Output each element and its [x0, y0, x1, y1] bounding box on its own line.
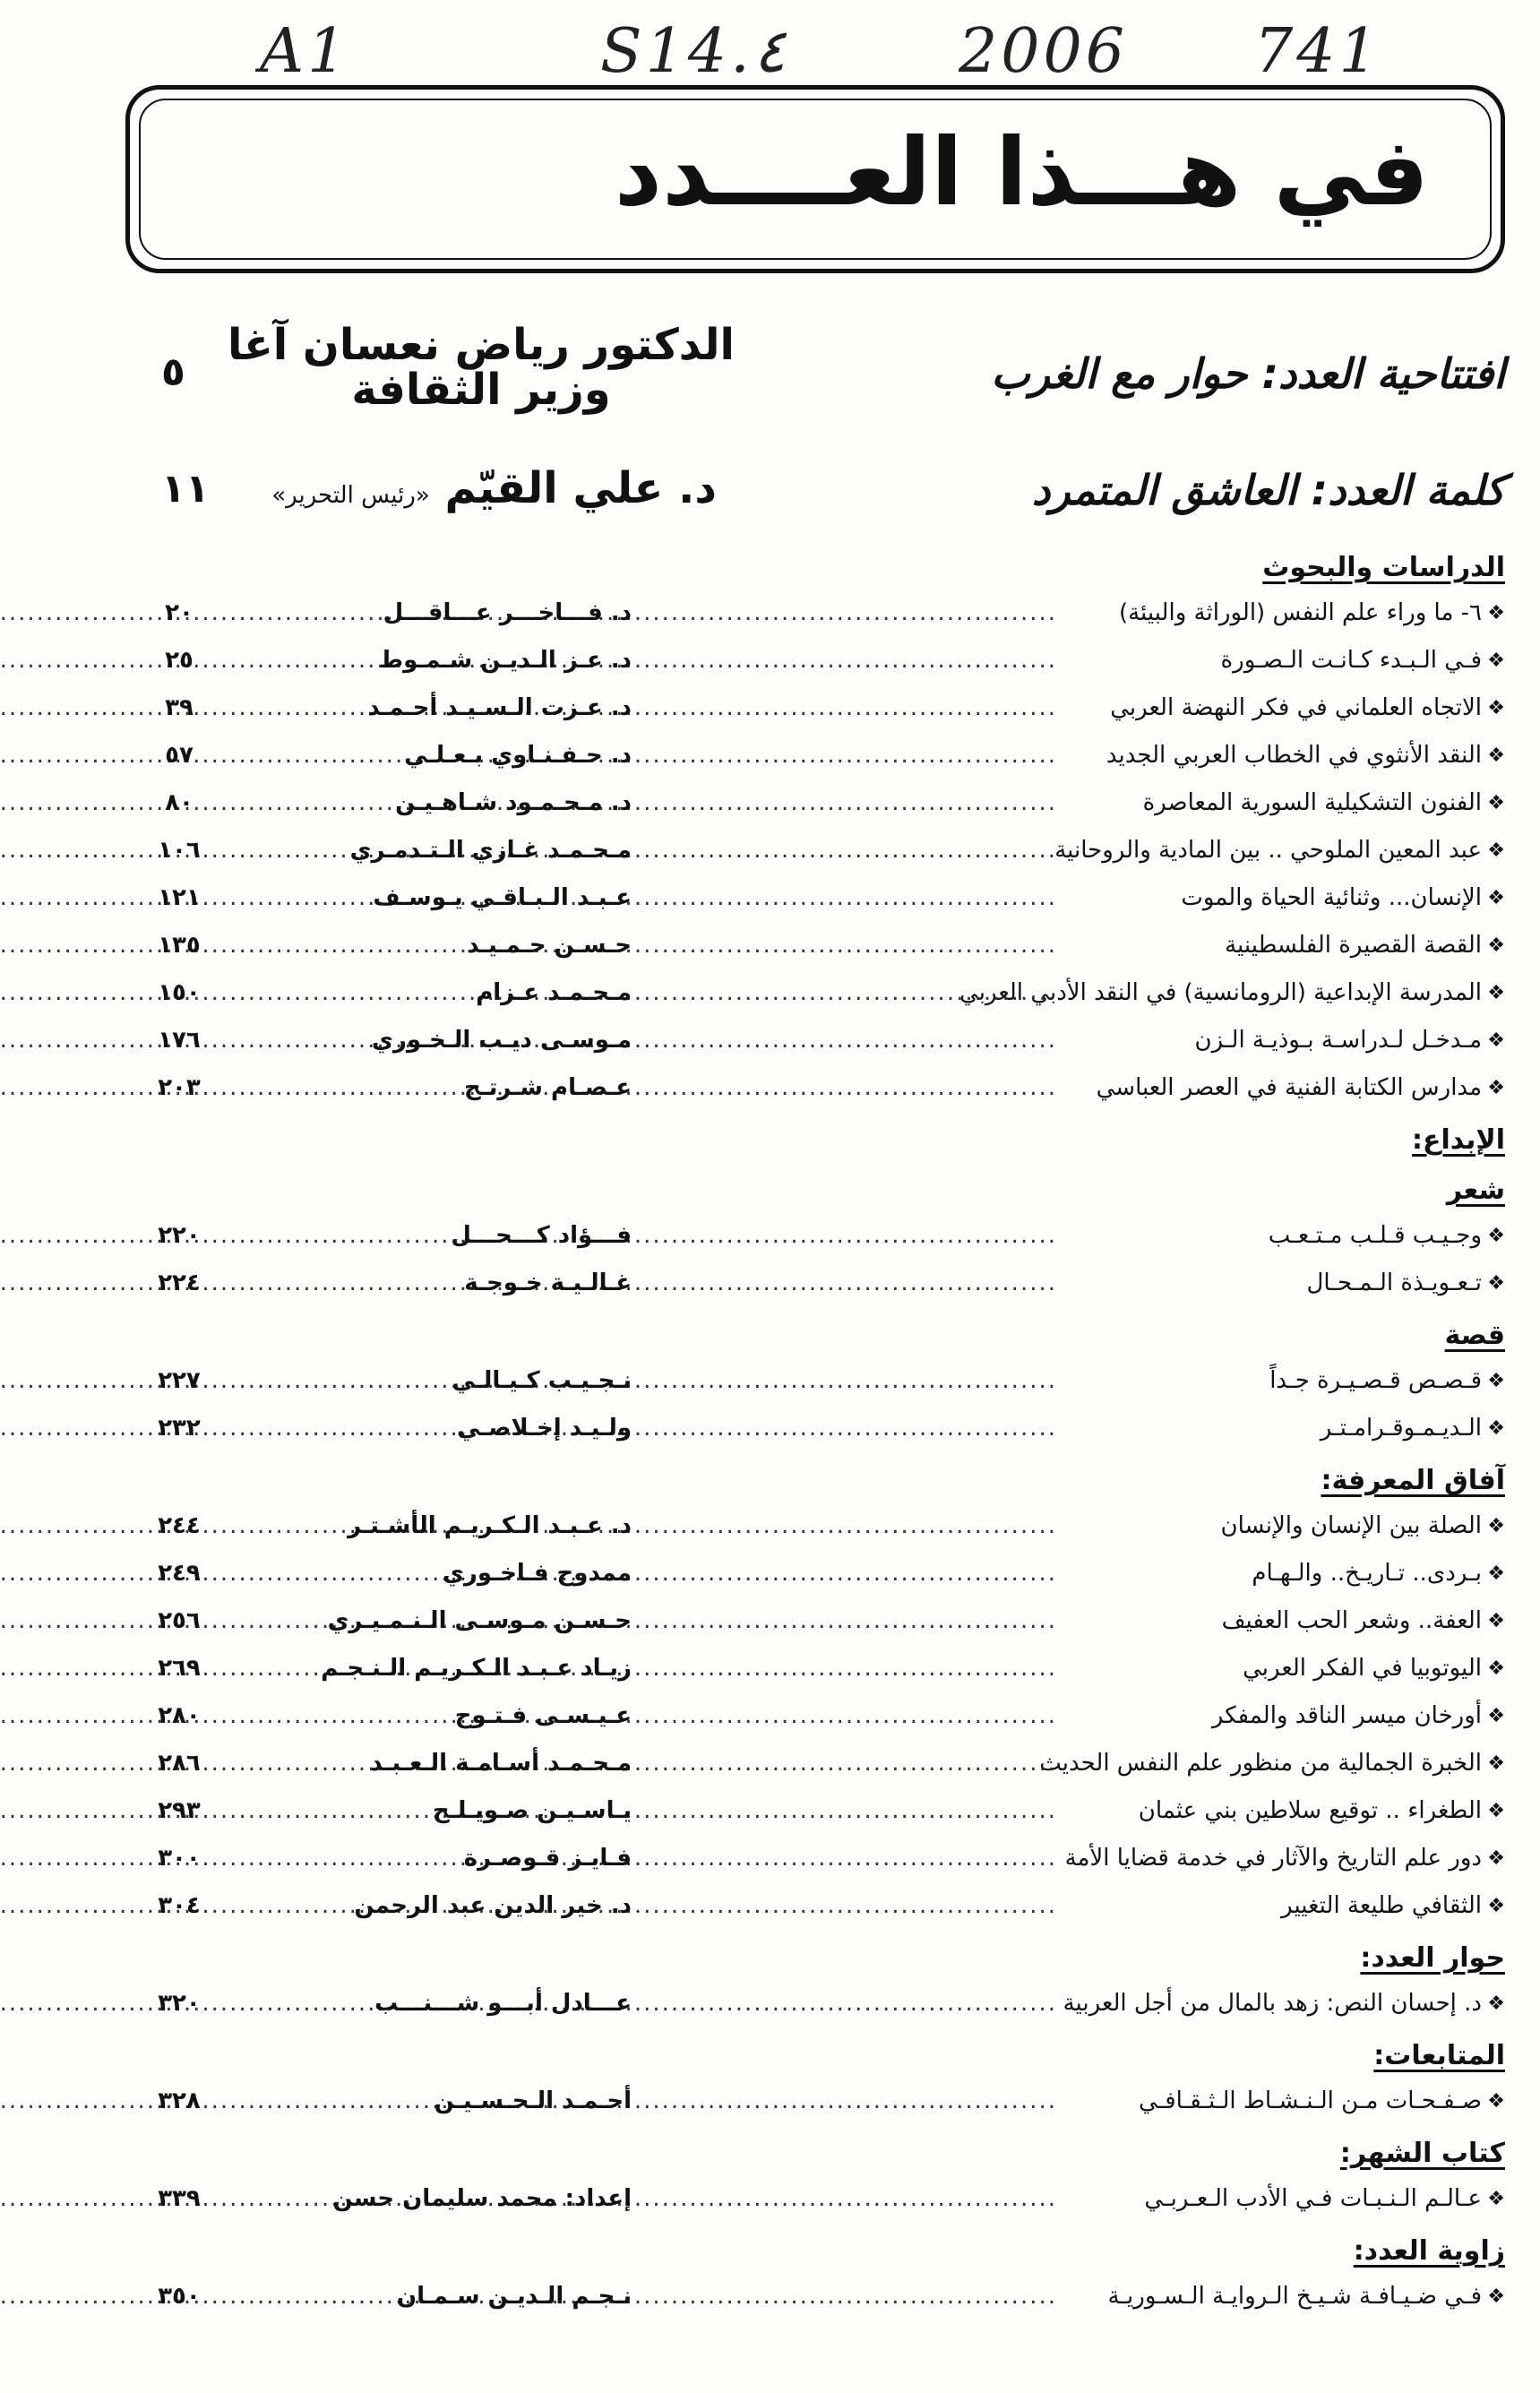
bullet-icon: ❖ — [1487, 1370, 1505, 1392]
toc-page-number: ٢٥٦ — [158, 1607, 201, 1634]
bullet-icon: ❖ — [1487, 1752, 1505, 1775]
handwritten-annotation — [224, 16, 1424, 88]
toc-page-number: ٨٠ — [165, 789, 194, 816]
toc-author: فـــؤاد كـــحـــل — [451, 1222, 632, 1249]
toc-author: ممدوح فـاخـوري — [443, 1560, 632, 1587]
toc-row — [125, 922, 1505, 969]
lead-entry-editorial — [125, 320, 1505, 421]
toc-row — [125, 1502, 1505, 1550]
toc-page-number: ٢٩٣ — [158, 1797, 201, 1824]
toc-author: مـوسـى ديـب الـخـوري — [372, 1027, 632, 1054]
lead-page-number: ٥ — [161, 349, 185, 395]
lead-title: افتتاحية العدد: حوار مع الغرب — [991, 349, 1505, 398]
toc-row — [125, 1835, 1505, 1882]
toc-row — [125, 2273, 1505, 2320]
toc-title: دور علم التاريخ والآثار في خدمة قضايا الأمة — [1064, 1845, 1482, 1872]
lead-page-number: ١١ — [161, 466, 210, 512]
bullet-icon: ❖ — [1487, 1657, 1505, 1680]
lead-title: كلمة العدد: العاشق المتمرد — [1031, 466, 1505, 514]
toc-page-number: ٢٥ — [165, 647, 194, 674]
bullet-icon: ❖ — [1487, 745, 1505, 767]
toc-title: مدارس الكتابة الفنية في العصر العباسي — [1096, 1074, 1482, 1101]
toc-title: قـصـص قـصـيـرة جـداً — [1269, 1367, 1482, 1394]
handwritten-year: 2006 — [959, 16, 1129, 87]
bullet-icon: ❖ — [1487, 887, 1505, 909]
bullet-icon: ❖ — [1487, 1610, 1505, 1632]
bullet-icon: ❖ — [1487, 2090, 1505, 2113]
toc-author: د. خير الدين عبد الرحمن — [354, 1892, 632, 1919]
toc-page-number: ٢٦٩ — [158, 1655, 201, 1682]
leader-dots — [636, 2273, 1057, 2320]
toc-author: ولـيـد إخـلاصـي — [457, 1415, 632, 1442]
toc-author: أحـمـد الـحـسـيـن — [434, 2087, 632, 2114]
leader-dots — [636, 2078, 1057, 2125]
leader-dots — [636, 1597, 1057, 1645]
toc-row — [125, 874, 1505, 922]
bullet-icon: ❖ — [1487, 697, 1505, 719]
toc-author: د. عـزت الـسـيـد أحـمـد — [367, 694, 632, 721]
toc-row — [125, 1357, 1505, 1405]
toc-author: د. فـــاخـــر عـــاقـــل — [383, 599, 632, 626]
leader-dots — [636, 1740, 1057, 1787]
toc-title: مـدخـل لـدراسـة بـوذيـة الـزن — [1194, 1027, 1482, 1054]
toc-author: د. مـحـمـود شـاهـيـن — [395, 789, 632, 816]
leader-dots — [636, 1357, 1057, 1405]
toc-row — [125, 779, 1505, 827]
toc-row — [125, 827, 1505, 874]
toc-row — [125, 1882, 1505, 1930]
leader-dots — [636, 827, 1057, 874]
toc-page-number: ٣٥٠ — [158, 2283, 201, 2310]
bullet-icon: ❖ — [1487, 1029, 1505, 1052]
toc-author: فـايـز قـوصـرة — [463, 1845, 632, 1872]
bullet-icon: ❖ — [1487, 1705, 1505, 1727]
toc-title: فـي الـبـدء كـانـت الـصـورة — [1220, 647, 1482, 674]
leader-dots — [636, 1405, 1057, 1452]
bullet-icon: ❖ — [1487, 1515, 1505, 1537]
toc-row — [125, 684, 1505, 732]
bullet-icon: ❖ — [1487, 1272, 1505, 1295]
toc-title: تـعـويـذة الـمـحـال — [1306, 1270, 1482, 1296]
toc-page-number: ٢٢٤ — [158, 1270, 201, 1296]
toc-author: د. حـفـنـاوي بـعـلـي — [404, 742, 632, 769]
toc-row — [125, 969, 1505, 1017]
lead-entry-word — [125, 463, 1505, 529]
toc-row — [125, 637, 1505, 684]
toc-author: عـصـام شـرتـح — [463, 1074, 632, 1101]
toc-author: زيـاد عـبـد الـكـريـم الـنـجـم — [321, 1655, 632, 1682]
toc-row — [125, 1017, 1505, 1064]
leader-dots — [636, 732, 1057, 779]
toc-author: يـاسـيـن صـويـلـح — [432, 1797, 632, 1824]
toc-author: د. عـز الـديـن شـمـوط — [379, 647, 632, 674]
toc-page-number: ٢٢٧ — [158, 1367, 201, 1394]
toc-title: اليوتوبيا في الفكر العربي — [1243, 1655, 1482, 1682]
toc-row — [125, 1740, 1505, 1787]
toc-page-number: ٢٨٦ — [158, 1750, 201, 1777]
toc-author: عـــادل أبـــو شـــنـــب — [374, 1990, 632, 2017]
bullet-icon: ❖ — [1487, 2188, 1505, 2210]
toc-author: مـحـمـد غـازي الـتـدمـري — [349, 837, 632, 864]
toc-title: بـردى.. تـاريـخ.. والـهـام — [1252, 1560, 1482, 1587]
lead-author — [227, 320, 735, 416]
toc-title: القصة القصيرة الفلسطينية — [1225, 932, 1482, 959]
bullet-icon: ❖ — [1487, 792, 1505, 814]
toc-page-number: ١٥٠ — [158, 979, 201, 1006]
bullet-icon: ❖ — [1487, 1993, 1505, 2015]
toc-row — [125, 2078, 1505, 2125]
toc-row — [125, 1787, 1505, 1835]
leader-dots — [636, 779, 1057, 827]
toc-row — [125, 1212, 1505, 1260]
toc-author: عـبـد الـبـاقـي يـوسـف — [373, 884, 632, 911]
leader-dots — [636, 1260, 1057, 1307]
toc-page-number: ٥٧ — [165, 742, 194, 769]
lead-author-role: وزير الثقافة — [351, 365, 611, 416]
section-heading: كتاب الشهر: — [1339, 2138, 1505, 2169]
section-heading: قصة — [1444, 1320, 1505, 1351]
section-heading: الإبداع: — [1412, 1124, 1505, 1156]
toc-page-number: ١٢١ — [158, 884, 201, 911]
toc-page-number: ٣٠٤ — [158, 1892, 201, 1919]
leader-dots — [636, 1835, 1057, 1882]
toc-title: الإنسان... وثنائية الحياة والموت — [1181, 884, 1482, 911]
toc-page-number: ٣٠٠ — [158, 1845, 201, 1872]
lead-author-name: د. علي القيّم — [444, 463, 717, 513]
lead-author — [271, 463, 717, 513]
toc-author: حـسـن حـمـيـد — [467, 932, 632, 959]
toc-author: نـجـم الـديـن سـمـان — [396, 2283, 632, 2310]
toc-page-number: ٢٢٠ — [158, 1222, 201, 1249]
leader-dots — [636, 1064, 1057, 1112]
toc-page-number: ١٧٦ — [158, 1027, 201, 1054]
leader-dots — [636, 1502, 1057, 1550]
toc-title: النقد الأنثوي في الخطاب العربي الجديد — [1106, 742, 1482, 769]
bullet-icon: ❖ — [1487, 1895, 1505, 1917]
bullet-icon: ❖ — [1487, 650, 1505, 672]
handwritten-number: 741 — [1254, 16, 1381, 87]
table-of-contents — [125, 547, 1505, 2320]
toc-title: الصلة بين الإنسان والإنسان — [1220, 1512, 1482, 1539]
leader-dots — [636, 1017, 1057, 1064]
toc-title: الـديـمـوقـرامـتـر — [1320, 1415, 1482, 1442]
section-heading: الدراسات والبحوث — [1262, 552, 1505, 583]
toc-row — [125, 1260, 1505, 1307]
bullet-icon: ❖ — [1487, 1225, 1505, 1247]
toc-author: مـحـمـد أسـامـة الـعـبـد — [370, 1750, 632, 1777]
leader-dots — [636, 2175, 1057, 2223]
toc-page-number: ١٠٦ — [158, 837, 201, 864]
toc-row — [125, 1980, 1505, 2027]
toc-author: مـحـمـد عـزام — [476, 979, 632, 1006]
toc-row — [125, 732, 1505, 779]
section-heading: حوار العدد: — [1360, 1942, 1505, 1974]
toc-title: المدرسة الإبداعية (الرومانسية) في النقد الأدبي العربي — [959, 979, 1482, 1006]
bullet-icon: ❖ — [1487, 602, 1505, 624]
bullet-icon: ❖ — [1487, 1847, 1505, 1870]
toc-title: العفة.. وشعر الحب العفيف — [1221, 1607, 1482, 1634]
handwritten-code: S14.٤ — [600, 16, 787, 87]
toc-title: وجـيـب قـلـب مـتـعـب — [1268, 1222, 1482, 1249]
toc-author: نـجـيـب كـيـالـي — [452, 1367, 632, 1394]
leader-dots — [636, 684, 1057, 732]
leader-dots — [636, 1882, 1057, 1930]
bullet-icon: ❖ — [1487, 839, 1505, 862]
toc-title: عبد المعين الملوحي .. بين المادية والروحانية — [1054, 837, 1482, 864]
bullet-icon: ❖ — [1487, 1562, 1505, 1585]
toc-page-number: ٢٨٠ — [158, 1702, 201, 1729]
section-heading: آفاق المعرفة: — [1321, 1465, 1505, 1496]
leader-dots — [636, 1550, 1057, 1597]
toc-row — [125, 590, 1505, 637]
leader-dots — [636, 1787, 1057, 1835]
toc-page-number: ٢٤٩ — [158, 1560, 201, 1587]
toc-page-number: ٣٣٩ — [158, 2185, 201, 2212]
leader-dots — [636, 637, 1057, 684]
toc-row — [125, 1550, 1505, 1597]
toc-row — [125, 1597, 1505, 1645]
leader-dots — [636, 874, 1057, 922]
bullet-icon: ❖ — [1487, 934, 1505, 957]
toc-author: إعداد: محمد سليمان حسن — [332, 2185, 632, 2212]
toc-title: أورخان ميسر الناقد والمفكر — [1211, 1702, 1482, 1729]
page-title: في هـــذا العــــدد — [614, 117, 1429, 227]
leader-dots — [636, 1212, 1057, 1260]
toc-page-number: ٢٤٤ — [158, 1512, 201, 1539]
toc-row — [125, 1405, 1505, 1452]
toc-title: الثقافي طليعة التغيير — [1281, 1892, 1482, 1919]
bullet-icon: ❖ — [1487, 1417, 1505, 1440]
lead-author-name: الدكتور رياض نعسان آغا — [227, 320, 735, 370]
section-heading: شعر — [1446, 1175, 1505, 1206]
section-heading: المتابعات: — [1373, 2040, 1505, 2071]
toc-title: عـالـم الـنـبـات فـي الأدب الـعـربـي — [1144, 2185, 1482, 2212]
leader-dots — [636, 969, 1057, 1017]
toc-page-number: ١٣٥ — [158, 932, 201, 959]
toc-page-number: ٢٣٢ — [158, 1415, 201, 1442]
toc-page-number: ٣٢٠ — [158, 1990, 201, 2017]
toc-author: غـالـيـة خـوجـة — [464, 1270, 632, 1296]
toc-title: ٦- ما وراء علم النفس (الوراثة والبيئة) — [1118, 599, 1482, 626]
bullet-icon: ❖ — [1487, 982, 1505, 1004]
toc-row — [125, 1645, 1505, 1692]
leader-dots — [636, 1645, 1057, 1692]
leader-dots — [636, 590, 1057, 637]
toc-page-number: ٣٢٨ — [158, 2087, 201, 2114]
section-heading: زاوية العدد: — [1353, 2235, 1505, 2267]
toc-title: الاتجاه العلماني في فكر النهضة العربي — [1110, 694, 1482, 721]
bullet-icon: ❖ — [1487, 1800, 1505, 1822]
leader-dots — [636, 922, 1057, 969]
toc-title: د. إحسان النص: زهد بالمال من أجل العربية — [1063, 1990, 1482, 2017]
toc-page-number: ٣٩ — [165, 694, 194, 721]
lead-author-note: «رئيس التحرير» — [271, 482, 430, 509]
bullet-icon: ❖ — [1487, 2285, 1505, 2308]
title-banner — [125, 85, 1505, 273]
toc-title: الطغراء .. توقيع سلاطين بني عثمان — [1138, 1797, 1482, 1824]
toc-title: فـي ضـيـافـة شـيـخ الـروايـة الـسـوريـة — [1107, 2283, 1482, 2310]
toc-row — [125, 2175, 1505, 2223]
toc-title: الفنون التشكيلية السورية المعاصرة — [1142, 789, 1482, 816]
bullet-icon: ❖ — [1487, 1077, 1505, 1099]
toc-author: عـيـسـى فـتـوح — [454, 1702, 632, 1729]
toc-author: حـسـن مـوسـى الـنـمـيـري — [327, 1607, 632, 1634]
toc-row — [125, 1064, 1505, 1112]
toc-row — [125, 1692, 1505, 1740]
handwritten-label: A1 — [260, 16, 350, 87]
toc-title: الخبرة الجمالية من منظور علم النفس الحديث — [1039, 1750, 1482, 1777]
leader-dots — [636, 1980, 1057, 2027]
toc-title: صـفـحـات مـن الـنـشـاط الـثـقـافـي — [1138, 2087, 1482, 2114]
toc-page-number: ٢٠٣ — [158, 1074, 201, 1101]
toc-author: د. عـبـد الـكـريـم الأشـتـر — [348, 1512, 632, 1539]
toc-page-number: ٢٠ — [165, 599, 194, 626]
leader-dots — [636, 1692, 1057, 1740]
